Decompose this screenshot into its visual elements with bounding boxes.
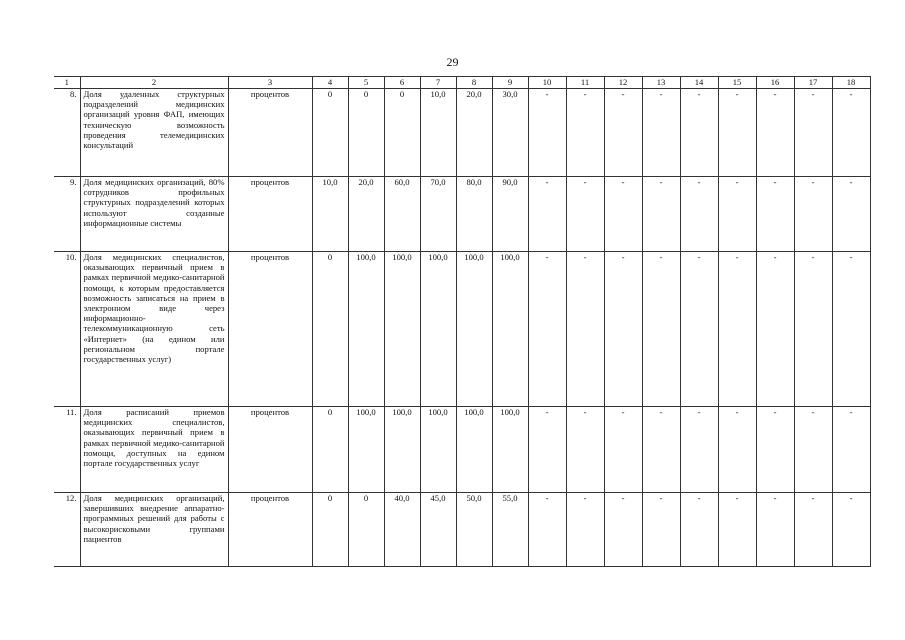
value-cell: -: [680, 493, 718, 567]
value-cell: 100,0: [456, 252, 492, 407]
unit-cell: процентов: [228, 407, 312, 493]
value-cell: 20,0: [456, 89, 492, 177]
column-header: 2: [80, 77, 228, 89]
value-cell: 100,0: [348, 407, 384, 493]
value-cell: 90,0: [492, 177, 528, 252]
value-cell: -: [604, 407, 642, 493]
indicator-description: Доля медицинских организаций, 80% сотрудников профильных структурных подразделений которых используют созданные информационные системы: [80, 177, 228, 252]
value-cell: -: [832, 493, 870, 567]
value-cell: -: [794, 89, 832, 177]
value-cell: 20,0: [348, 177, 384, 252]
value-cell: 55,0: [492, 493, 528, 567]
value-cell: -: [794, 407, 832, 493]
value-cell: 100,0: [420, 252, 456, 407]
value-cell: -: [566, 252, 604, 407]
column-header: 9: [492, 77, 528, 89]
value-cell: 45,0: [420, 493, 456, 567]
unit-cell: процентов: [228, 493, 312, 567]
value-cell: 100,0: [456, 407, 492, 493]
value-cell: -: [832, 252, 870, 407]
value-cell: -: [604, 177, 642, 252]
value-cell: -: [756, 493, 794, 567]
column-header: 14: [680, 77, 718, 89]
value-cell: 10,0: [420, 89, 456, 177]
value-cell: -: [718, 89, 756, 177]
value-cell: -: [528, 493, 566, 567]
column-header: 5: [348, 77, 384, 89]
value-cell: -: [566, 89, 604, 177]
value-cell: -: [794, 177, 832, 252]
value-cell: -: [756, 407, 794, 493]
column-header: 12: [604, 77, 642, 89]
row-number: 9.: [54, 177, 80, 252]
table-row: [54, 89, 870, 177]
column-header: 17: [794, 77, 832, 89]
value-cell: -: [528, 252, 566, 407]
column-header: 10: [528, 77, 566, 89]
value-cell: -: [528, 89, 566, 177]
row-number: 11.: [54, 407, 80, 493]
table-header-row: [54, 77, 870, 89]
unit-cell: процентов: [228, 89, 312, 177]
value-cell: -: [718, 493, 756, 567]
table-row: [54, 177, 870, 252]
value-cell: -: [756, 252, 794, 407]
value-cell: -: [604, 89, 642, 177]
value-cell: -: [680, 407, 718, 493]
value-cell: 100,0: [492, 252, 528, 407]
column-header: 18: [832, 77, 870, 89]
column-header: 8: [456, 77, 492, 89]
value-cell: -: [566, 177, 604, 252]
value-cell: -: [680, 89, 718, 177]
value-cell: 100,0: [420, 407, 456, 493]
value-cell: -: [718, 177, 756, 252]
indicator-description: Доля медицинских организаций, завершивших внедрение аппаратно-программных решений для работы с высокорисковыми группами пациентов: [80, 493, 228, 567]
value-cell: 0: [348, 493, 384, 567]
indicator-description: Доля удаленных структурных подразделений медицинских организаций уровня ФАП, имеющих техническую возможность проведения телемедицинских консультаций: [80, 89, 228, 177]
column-header: 16: [756, 77, 794, 89]
unit-cell: процентов: [228, 252, 312, 407]
row-number: 10.: [54, 252, 80, 407]
value-cell: -: [832, 407, 870, 493]
table-body: [54, 89, 870, 567]
value-cell: -: [756, 177, 794, 252]
column-header: 11: [566, 77, 604, 89]
value-cell: 40,0: [384, 493, 420, 567]
column-header: 15: [718, 77, 756, 89]
value-cell: 30,0: [492, 89, 528, 177]
indicator-table: [54, 76, 871, 567]
value-cell: 60,0: [384, 177, 420, 252]
value-cell: 50,0: [456, 493, 492, 567]
unit-cell: процентов: [228, 177, 312, 252]
value-cell: -: [680, 177, 718, 252]
column-header: 13: [642, 77, 680, 89]
value-cell: 0: [384, 89, 420, 177]
value-cell: 70,0: [420, 177, 456, 252]
value-cell: -: [756, 89, 794, 177]
column-header: 6: [384, 77, 420, 89]
value-cell: 100,0: [348, 252, 384, 407]
row-number: 12.: [54, 493, 80, 567]
value-cell: -: [718, 252, 756, 407]
column-header: 1: [54, 77, 80, 89]
value-cell: -: [642, 252, 680, 407]
value-cell: 80,0: [456, 177, 492, 252]
value-cell: -: [642, 407, 680, 493]
indicator-description: Доля медицинских специалистов, оказывающих первичный прием в рамках первичной медико-санитарной помощи, к которым предоставляется возможность записаться на прием в электронном виде через информационно-телекоммуникационную сеть «Интернет» (на едином или региональном портале государственных услуг): [80, 252, 228, 407]
value-cell: -: [794, 252, 832, 407]
value-cell: -: [528, 177, 566, 252]
value-cell: 0: [348, 89, 384, 177]
value-cell: 0: [312, 89, 348, 177]
value-cell: 100,0: [492, 407, 528, 493]
value-cell: -: [642, 177, 680, 252]
value-cell: -: [566, 407, 604, 493]
value-cell: 0: [312, 407, 348, 493]
indicator-description: Доля расписаний приемов медицинских специалистов, оказывающих первичный прием в рамках первичной медико-санитарной помощи, доступных на едином портале государственных услуг: [80, 407, 228, 493]
value-cell: 0: [312, 493, 348, 567]
column-header: 4: [312, 77, 348, 89]
value-cell: -: [566, 493, 604, 567]
page-number: 29: [446, 55, 459, 69]
column-header: 7: [420, 77, 456, 89]
value-cell: -: [604, 493, 642, 567]
value-cell: -: [718, 407, 756, 493]
value-cell: -: [832, 177, 870, 252]
value-cell: 100,0: [384, 252, 420, 407]
value-cell: 100,0: [384, 407, 420, 493]
column-header: 3: [228, 77, 312, 89]
row-number: 8.: [54, 89, 80, 177]
value-cell: 10,0: [312, 177, 348, 252]
table-row: [54, 407, 870, 493]
value-cell: 0: [312, 252, 348, 407]
table-row: [54, 493, 870, 567]
value-cell: -: [642, 89, 680, 177]
value-cell: -: [604, 252, 642, 407]
value-cell: -: [642, 493, 680, 567]
value-cell: -: [528, 407, 566, 493]
value-cell: -: [832, 89, 870, 177]
value-cell: -: [794, 493, 832, 567]
table-row: [54, 252, 870, 407]
value-cell: -: [680, 252, 718, 407]
